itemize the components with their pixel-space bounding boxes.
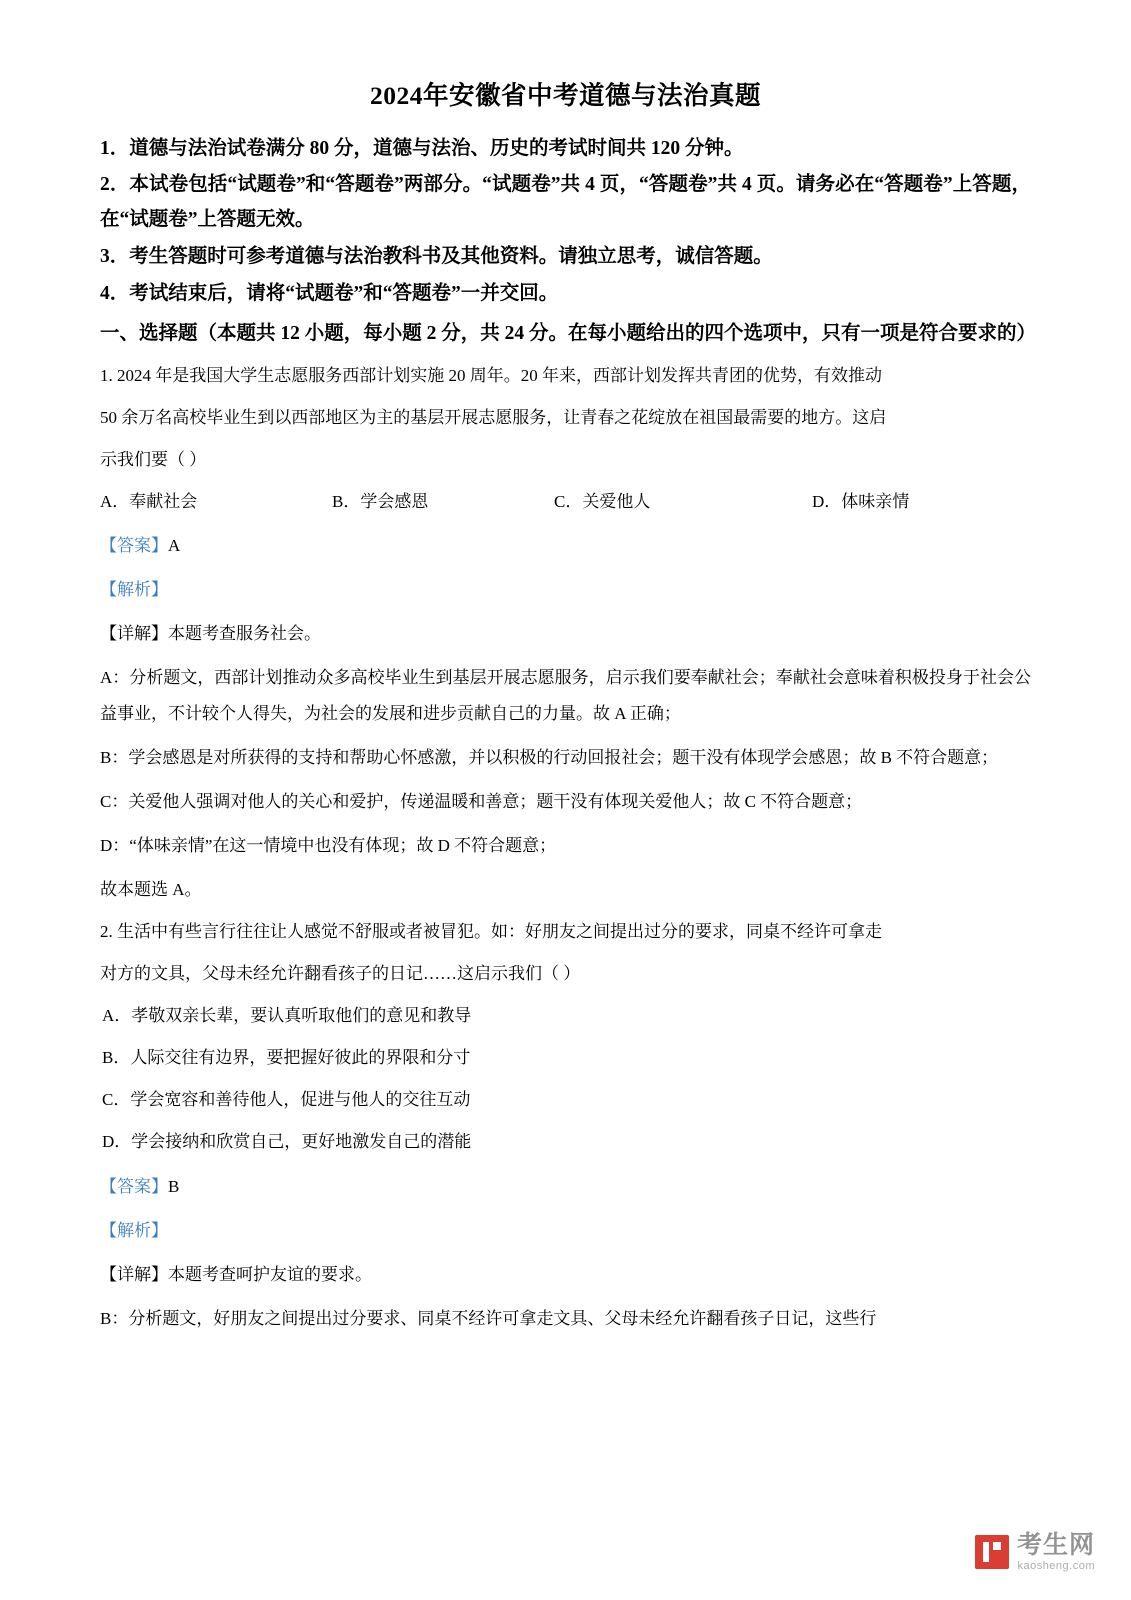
question-2-analysis-label (100, 1213, 1031, 1249)
question-2-option-c[interactable]: C．学会宽容和善待他人，促进与他人的交往互动 (102, 1090, 471, 1110)
instruction-line-4: 4．考试结束后，请将“试题卷”和“答题卷”一并交回。 (100, 282, 559, 304)
detail-text: 本题考查服务社会。 (168, 624, 321, 644)
question-2-stem-line-2: 对方的文具，父母未经允许翻看孩子的日记……这启示我们（ ） (100, 964, 581, 984)
question-1-option-a[interactable]: A．奉献社会 (100, 492, 198, 511)
question-2-answer (100, 1169, 1031, 1205)
watermark-site-url: kaosheng.com (1017, 1559, 1095, 1572)
question-1-analysis-label (100, 572, 1031, 608)
question-2-option-a[interactable]: A．孝敬双亲长辈，要认真听取他们的意见和教导 (102, 1006, 472, 1026)
analysis-label: 【解析】 (100, 1220, 168, 1240)
instruction-line-3: 3．考生答题时可参考道德与法治教科书及其他资料。请独立思考，诚信答题。 (100, 245, 773, 267)
question-2-stem-line-1: 2. 生活中有些言行往往让人感觉不舒服或者被冒犯。如：好朋友之间提出过分的要求，同桌不经许可拿走 (100, 922, 882, 942)
watermark (975, 1532, 1095, 1572)
detail-label: 【详解】 (100, 624, 168, 644)
question-1-explanation-b: B：学会感恩是对所获得的支持和帮助心怀感激，并以积极的行动回报社会；题干没有体现学会感恩；故 B 不符合题意； (100, 748, 999, 768)
watermark-site-name: 考生网 (1016, 1531, 1095, 1560)
answer-value: B (168, 1176, 180, 1196)
watermark-logo-icon (975, 1535, 1009, 1569)
question-1-option-b[interactable]: B．学会感恩 (332, 492, 429, 511)
question-1-explanation-d: D：“体味亲情”在这一情境中也没有体现；故 D 不符合题意； (100, 836, 557, 856)
analysis-label: 【解析】 (100, 580, 168, 600)
question-1-conclusion: 故本题选 A。 (100, 880, 202, 900)
instruction-line-2: 2．本试卷包括“试题卷”和“答题卷”两部分。“试题卷”共 4 页，“答题卷”共 4 页。请务必在“答题卷”上答题，在“试题卷”上答题无效。 (100, 174, 1031, 231)
question-1-option-d[interactable]: D．体味亲情 (812, 492, 910, 511)
watermark-text (1017, 1532, 1095, 1572)
section-heading-choice-questions: 一、选择题（本题共 12 小题，每小题 2 分，共 24 分。在每小题给出的四个选项中，只有一项是符合要求的） (100, 323, 1037, 345)
page-title: 2024年安徽省中考道德与法治真题 (369, 81, 761, 110)
question-block-2 (100, 914, 1031, 1336)
answer-label: 【答案】 (100, 1176, 168, 1196)
question-2-detail (100, 1257, 1031, 1293)
question-2-explanation-b: B：分析题文，好朋友之间提出过分要求、同桌不经许可拿走文具、父母未经允许翻看孩子日记，这些行 (100, 1308, 877, 1328)
question-1-stem-line-3: 示我们要（ ） (100, 449, 207, 469)
question-1-explanation-a: A：分析题文，西部计划推动众多高校毕业生到基层开展志愿服务，启示我们要奉献社会；奉献社会意味着积极投身于社会公益事业，不计较个人得失，为社会的发展和进步贡献自己的力量。故 A 正确； (100, 668, 1031, 724)
question-1-option-c[interactable]: C．关爱他人 (554, 492, 651, 511)
question-2-option-b[interactable]: B．人际交往有边界，要把握好彼此的界限和分寸 (102, 1048, 471, 1068)
question-block-1 (100, 358, 1031, 908)
detail-label: 【详解】 (100, 1264, 168, 1284)
detail-text: 本题考查呵护友谊的要求。 (168, 1264, 372, 1284)
question-1-stem-line-1: 1. 2024 年是我国大学生志愿服务西部计划实施 20 周年。20 年来，西部计划发挥共青团的优势，有效推动 (100, 365, 882, 385)
question-2-option-d[interactable]: D．学会接纳和欣赏自己，更好地激发自己的潜能 (102, 1132, 472, 1152)
answer-label: 【答案】 (100, 536, 168, 556)
answer-value: A (168, 536, 181, 556)
question-1-explanation-c: C：关爱他人强调对他人的关心和爱护，传递温暖和善意；题干没有体现关爱他人；故 C 不符合题意； (100, 792, 863, 812)
question-1-detail (100, 616, 1031, 652)
question-1-answer (100, 528, 1031, 564)
question-1-stem-line-2: 50 余万名高校毕业生到以西部地区为主的基层开展志愿服务，让青春之花绽放在祖国最需要的地方。这启 (100, 407, 887, 427)
question-1-options (100, 484, 1031, 520)
instruction-line-1: 1．道德与法治试卷满分 80 分，道德与法治、历史的考试时间共 120 分钟。 (100, 137, 744, 159)
